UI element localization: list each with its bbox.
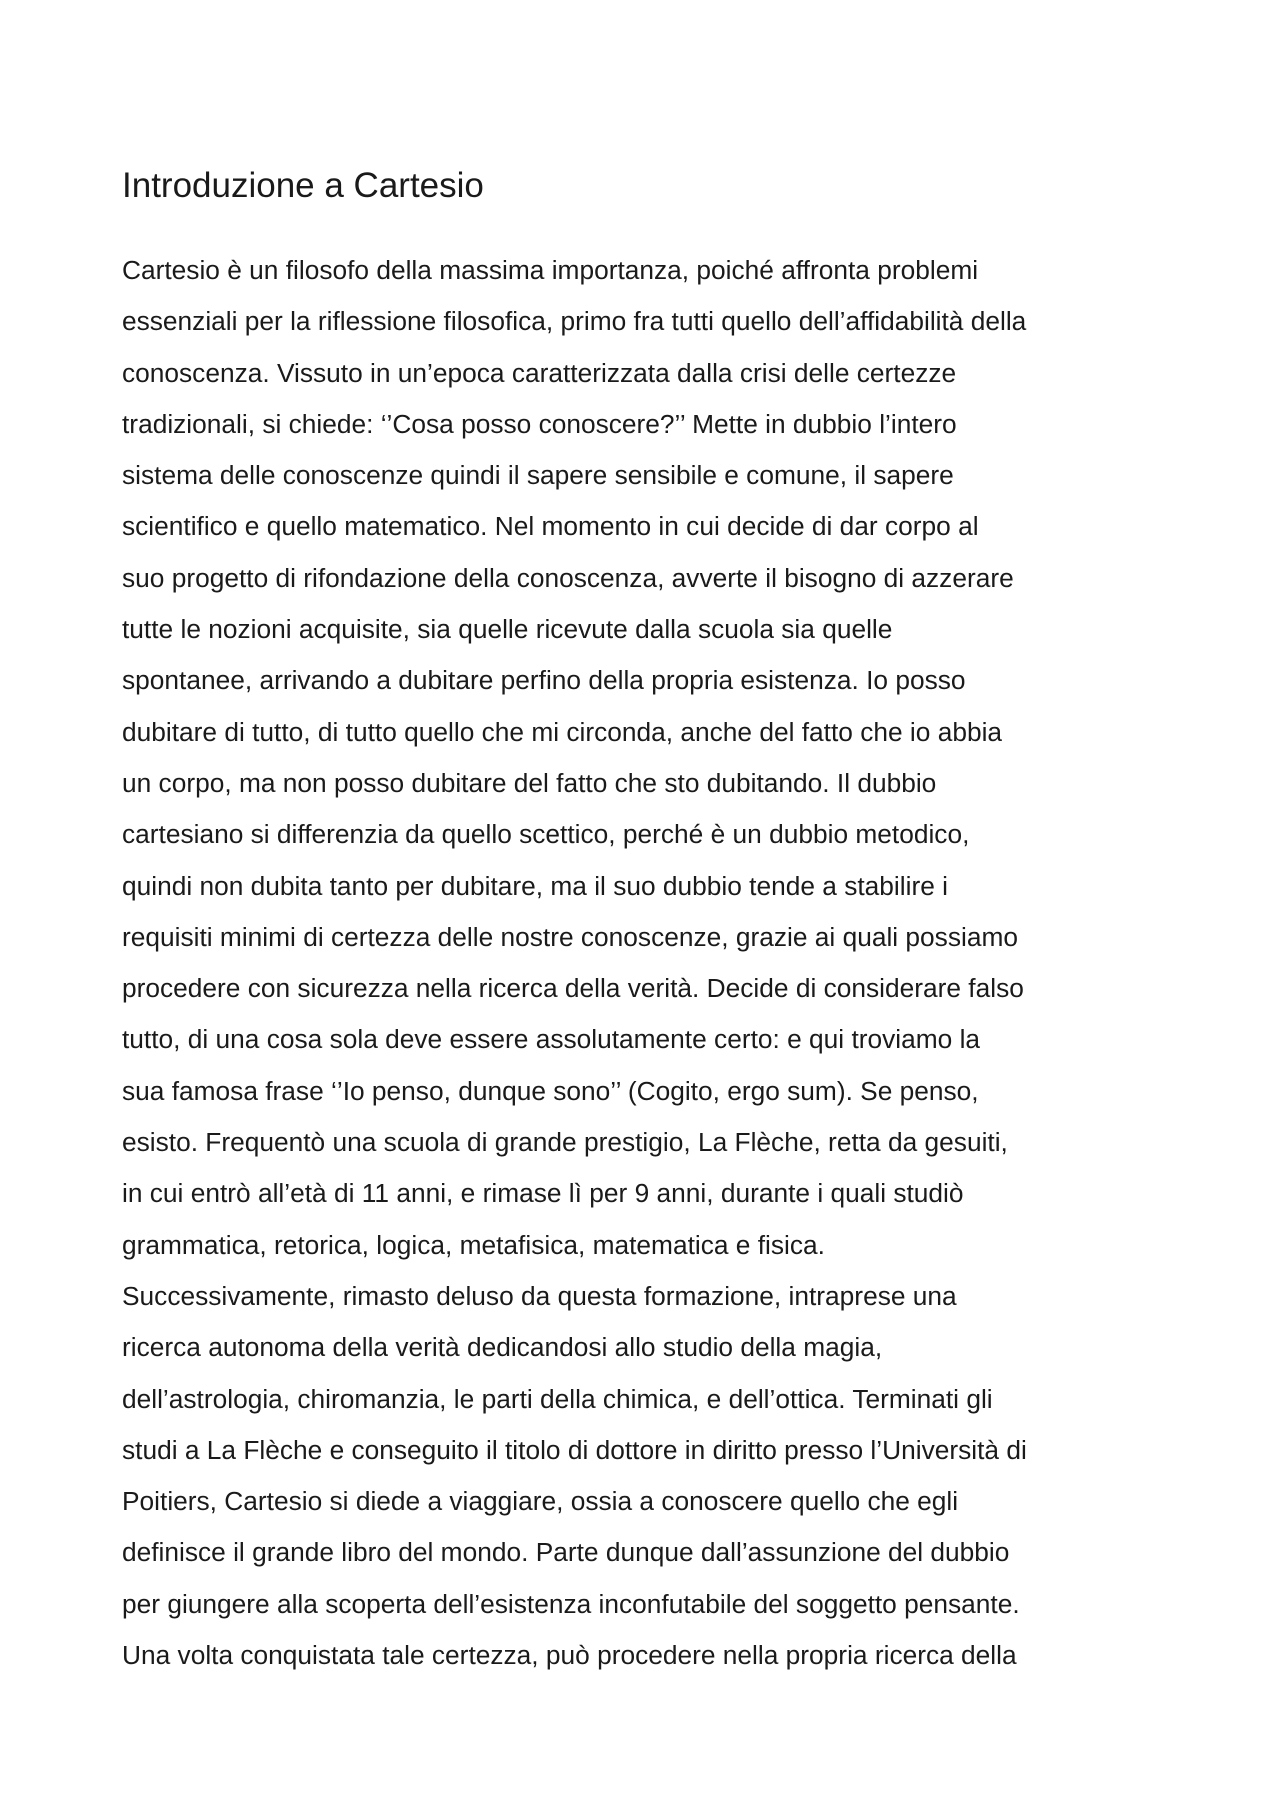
document-title: Introduzione a Cartesio xyxy=(122,166,484,205)
text-line: conoscenza. Vissuto in un’epoca caratterizzata dalla crisi delle certezze xyxy=(122,357,957,388)
text-line: Una volta conquistata tale certezza, può procedere nella propria ricerca della xyxy=(122,1640,1017,1671)
text-line: Successivamente, rimasto deluso da questa formazione, intraprese una xyxy=(122,1280,957,1311)
text-line: quindi non dubita tanto per dubitare, ma il suo dubbio tende a stabilire i xyxy=(122,870,948,901)
text-line: grammatica, retorica, logica, metafisica, matematica e fisica. xyxy=(122,1229,825,1260)
text-line: definisce il grande libro del mondo. Parte dunque dall’assunzione del dubbio xyxy=(122,1537,1010,1568)
text-line: sistema delle conoscenze quindi il sapere sensibile e comune, il sapere xyxy=(122,460,954,491)
text-line: suo progetto di rifondazione della conoscenza, avverte il bisogno di azzerare xyxy=(122,562,1014,593)
text-line: esisto. Frequentò una scuola di grande prestigio, La Flèche, retta da gesuiti, xyxy=(122,1127,1008,1158)
text-line: ricerca autonoma della verità dedicandosi allo studio della magia, xyxy=(122,1332,883,1363)
text-line: un corpo, ma non posso dubitare del fatto che sto dubitando. Il dubbio xyxy=(122,767,937,798)
text-line: sua famosa frase ‘’Io penso, dunque sono’’ (Cogito, ergo sum). Se penso, xyxy=(122,1075,979,1106)
text-line: Cartesio è un filosofo della massima importanza, poiché affronta problemi xyxy=(122,255,979,285)
text-line: essenziali per la riflessione filosofica, primo fra tutti quello dell’affidabilità della xyxy=(122,306,1027,337)
text-line: Poitiers, Cartesio si diede a viaggiare, ossia a conoscere quello che egli xyxy=(122,1486,959,1517)
text-line: tutto, di una cosa sola deve essere assolutamente certo: e qui troviamo la xyxy=(122,1024,981,1055)
text-line: procedere con sicurezza nella ricerca della verità. Decide di considerare falso xyxy=(122,973,1024,1004)
text-line: studi a La Flèche e conseguito il titolo di dottore in diritto presso l’Università di xyxy=(122,1434,1027,1465)
text-line: tutte le nozioni acquisite, sia quelle ricevute dalla scuola sia quelle xyxy=(122,614,893,645)
text-line: tradizionali, si chiede: ‘’Cosa posso conoscere?’’ Mette in dubbio l’intero xyxy=(122,408,957,439)
body-paragraph xyxy=(122,245,1182,1681)
text-line: dell’astrologia, chiromanzia, le parti della chimica, e dell’ottica. Terminati gli xyxy=(122,1383,993,1414)
text-line: in cui entrò all’età di 11 anni, e rimase lì per 9 anni, durante i quali studiò xyxy=(122,1178,964,1209)
text-line: spontanee, arrivando a dubitare perfino della propria esistenza. Io posso xyxy=(122,665,966,696)
text-line: requisiti minimi di certezza delle nostre conoscenze, grazie ai quali possiamo xyxy=(122,921,1018,952)
text-line: per giungere alla scoperta dell’esistenza inconfutabile del soggetto pensante. xyxy=(122,1588,1020,1619)
text-line: dubitare di tutto, di tutto quello che mi circonda, anche del fatto che io abbia xyxy=(122,716,1003,747)
text-line: cartesiano si differenzia da quello scettico, perché è un dubbio metodico, xyxy=(122,819,970,850)
text-line: scientifico e quello matematico. Nel momento in cui decide di dar corpo al xyxy=(122,511,979,542)
